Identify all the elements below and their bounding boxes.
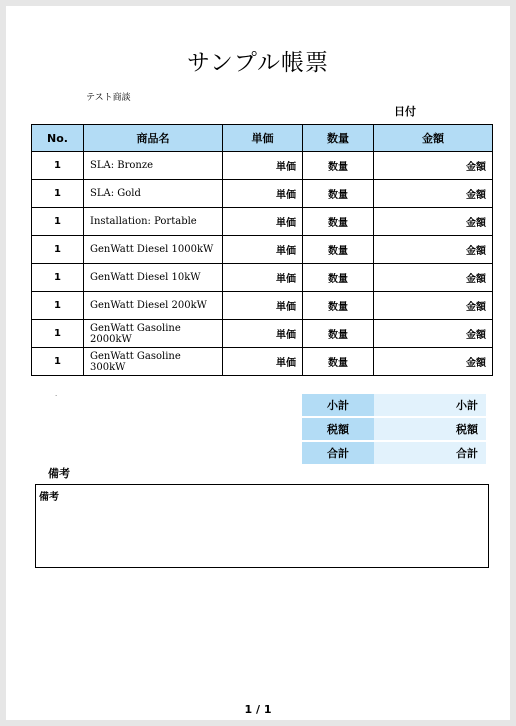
subtotal-label: 小計 [302,394,374,416]
remarks-box [35,484,489,568]
table-row [32,348,493,376]
total-row [302,442,486,464]
row-amount: 金額 [374,152,493,180]
items-table [31,124,493,376]
header-product-name: 商品名 [84,125,223,152]
row-amount: 金額 [374,320,493,348]
row-quantity: 数量 [303,320,374,348]
row-no: 1 [32,292,84,320]
row-amount: 金額 [374,236,493,264]
header-amount: 金額 [374,125,493,152]
row-product-name: GenWatt Gasoline 2000kW [84,320,223,348]
header-unit-price: 単価 [223,125,303,152]
document-page [6,6,510,720]
row-unit-price: 単価 [223,208,303,236]
row-no: 1 [32,320,84,348]
row-product-name: GenWatt Gasoline 300kW [84,348,223,376]
subtotal-value: 小計 [374,394,486,416]
row-amount: 金額 [374,208,493,236]
row-no: 1 [32,348,84,376]
row-product-name: SLA: Bronze [84,152,223,180]
row-unit-price: 単価 [223,236,303,264]
row-product-name: Installation: Portable [84,208,223,236]
row-unit-price: 単価 [223,320,303,348]
row-unit-price: 単価 [223,264,303,292]
row-quantity: 数量 [303,180,374,208]
row-amount: 金額 [374,180,493,208]
total-label: 合計 [302,442,374,464]
items-header-row [32,125,493,152]
row-no: 1 [32,264,84,292]
row-quantity: 数量 [303,152,374,180]
row-product-name: SLA: Gold [84,180,223,208]
row-amount: 金額 [374,292,493,320]
table-row [32,180,493,208]
row-no: 1 [32,180,84,208]
row-quantity: 数量 [303,208,374,236]
subject-text: テスト商談 [86,93,131,103]
row-no: 1 [32,208,84,236]
tax-label: 税額 [302,418,374,440]
subtotal-row [302,394,486,416]
row-unit-price: 単価 [223,152,303,180]
table-row [32,320,493,348]
row-product-name: GenWatt Diesel 200kW [84,292,223,320]
row-unit-price: 単価 [223,180,303,208]
total-value: 合計 [374,442,486,464]
row-no: 1 [32,152,84,180]
row-quantity: 数量 [303,292,374,320]
header-no: No. [32,125,84,152]
stray-dot: . [55,390,58,398]
table-row [32,236,493,264]
table-row [32,264,493,292]
remarks-heading: 備考 [48,467,70,480]
date-label: 日付 [394,105,416,118]
row-no: 1 [32,236,84,264]
table-row [32,152,493,180]
page-indicator: 1 / 1 [244,703,272,716]
table-row [32,208,493,236]
row-unit-price: 単価 [223,348,303,376]
row-quantity: 数量 [303,236,374,264]
row-quantity: 数量 [303,348,374,376]
row-unit-price: 単価 [223,292,303,320]
tax-row [302,418,486,440]
row-product-name: GenWatt Diesel 10kW [84,264,223,292]
header-quantity: 数量 [303,125,374,152]
totals-table [302,392,486,466]
document-title: サンプル帳票 [187,50,329,76]
remarks-content: 備考 [39,492,59,503]
row-amount: 金額 [374,348,493,376]
table-row [32,292,493,320]
row-quantity: 数量 [303,264,374,292]
row-product-name: GenWatt Diesel 1000kW [84,236,223,264]
tax-value: 税額 [374,418,486,440]
row-amount: 金額 [374,264,493,292]
